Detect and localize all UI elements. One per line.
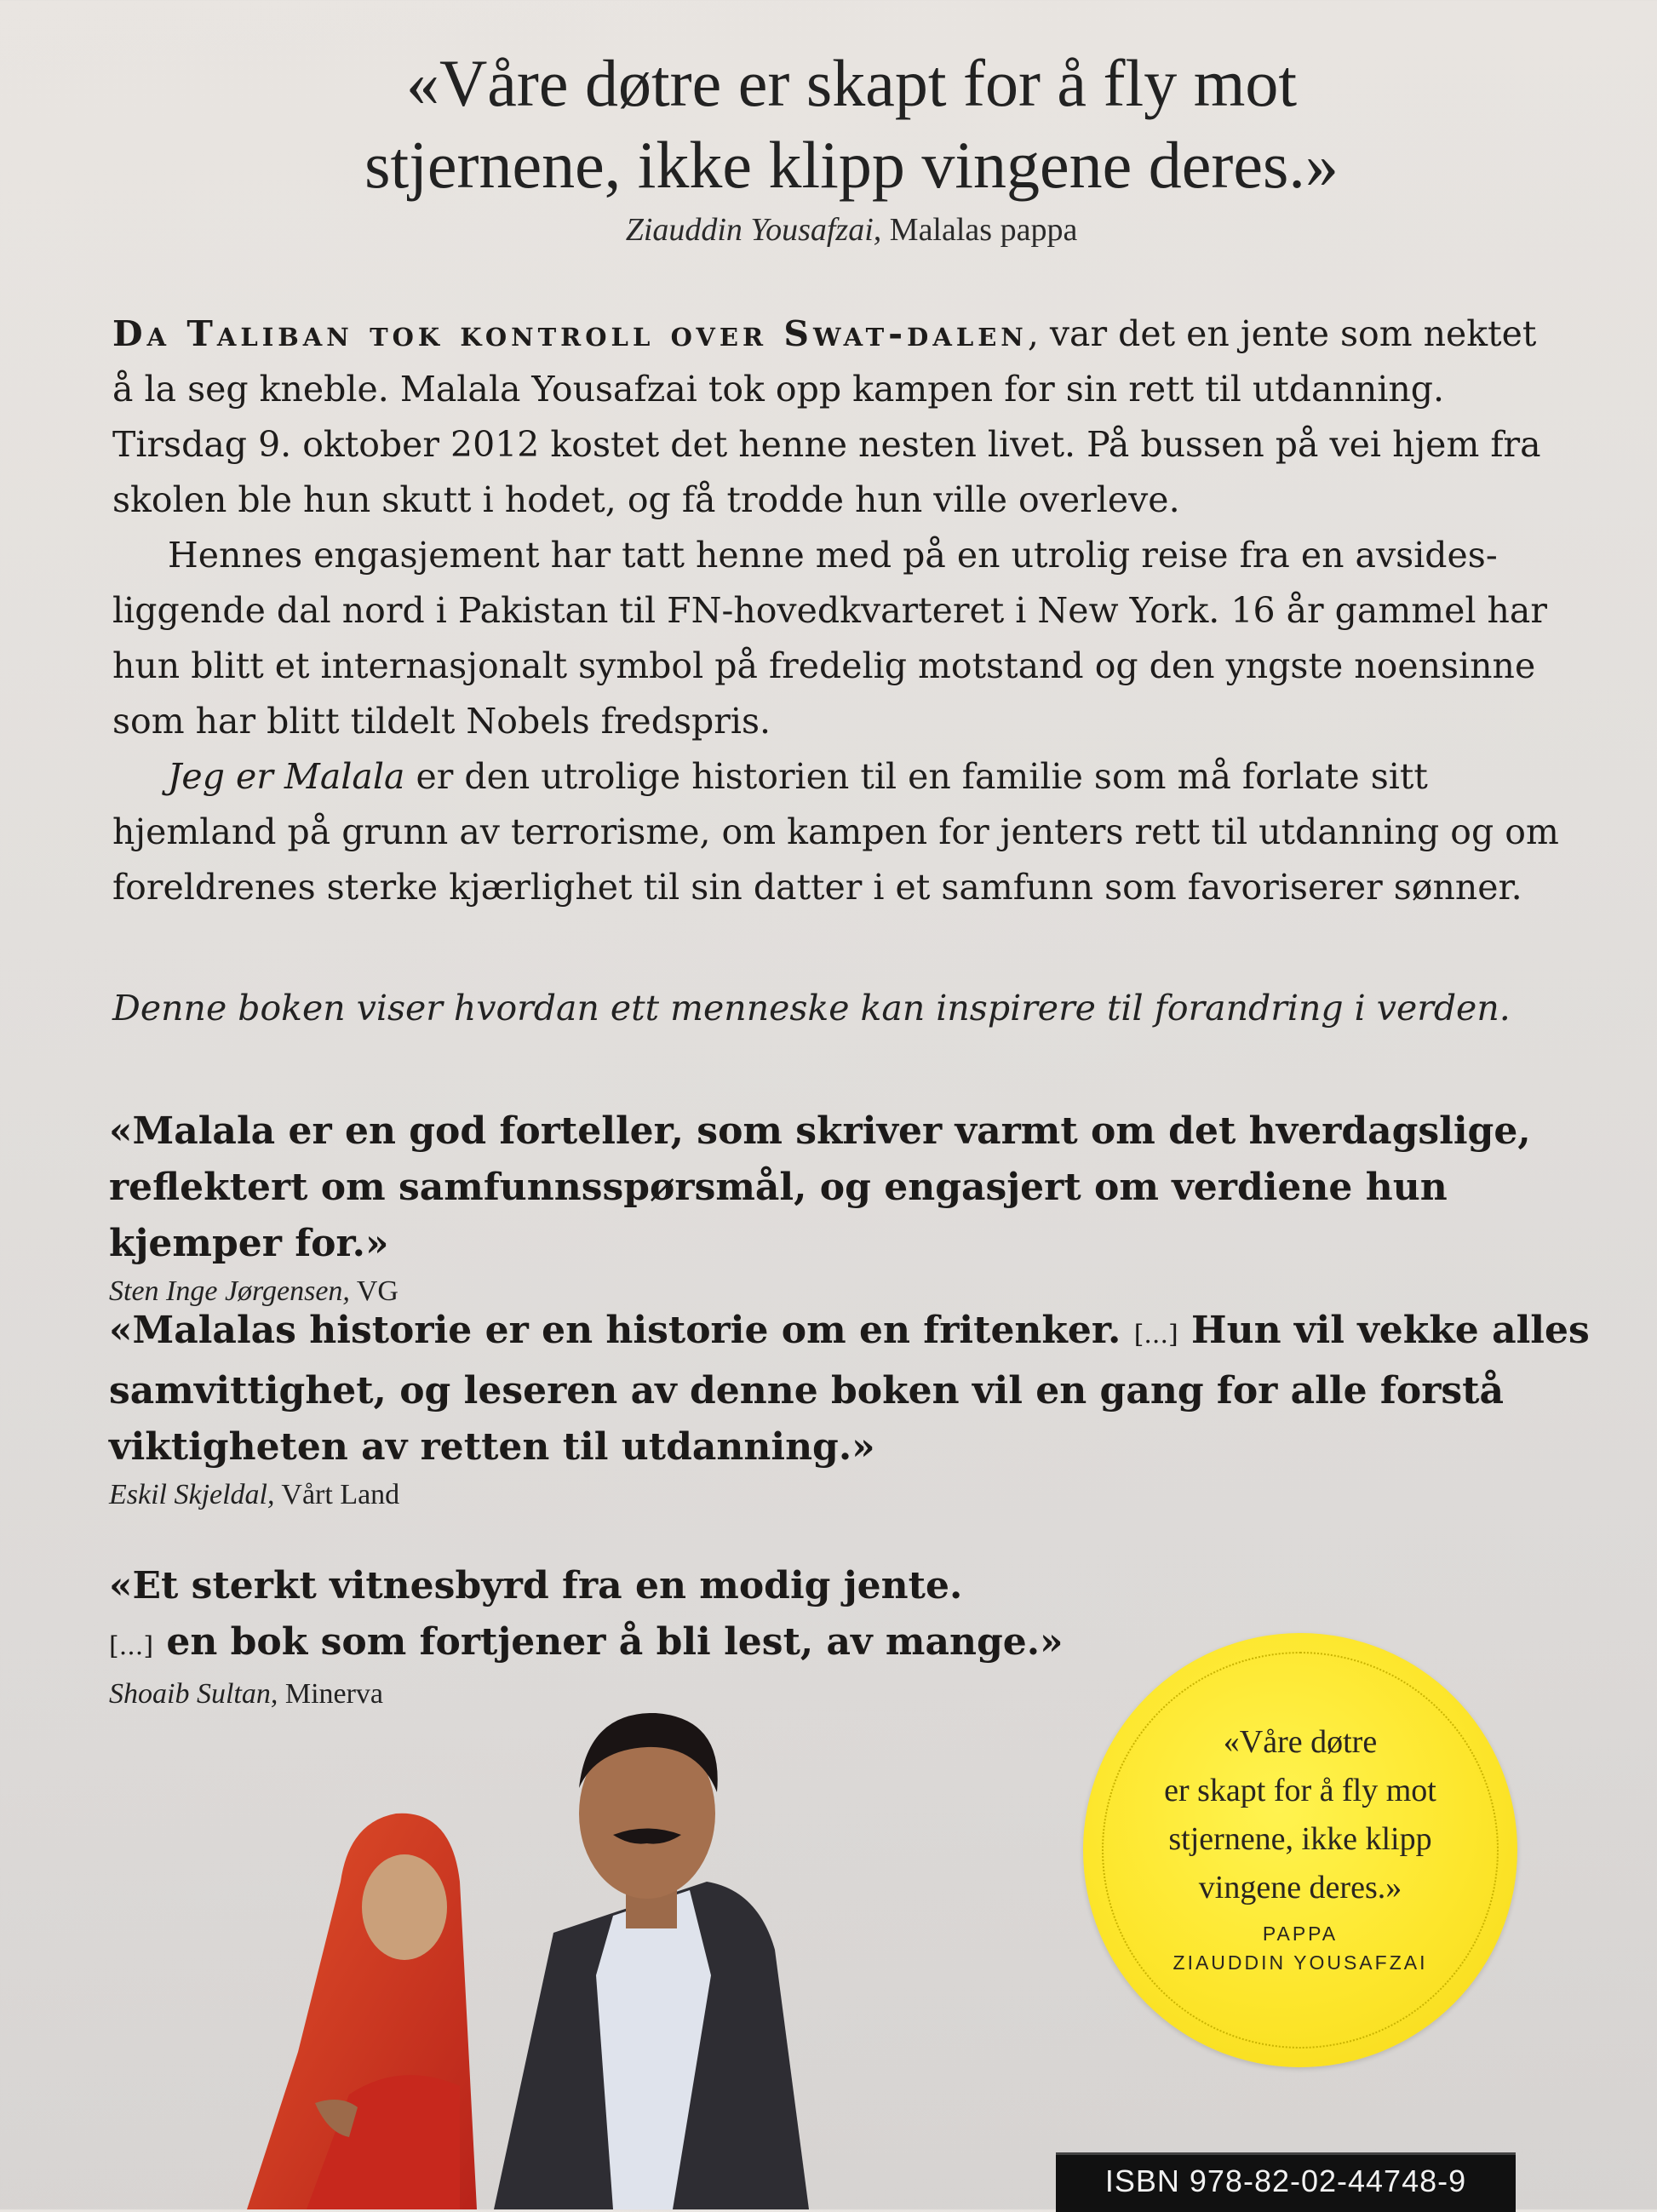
ellipsis: [...]: [1133, 1320, 1178, 1350]
blurb-p1-text: , var det en jente som nektet å la seg kneble. Malala Yousafzai tok opp kampen for sin rett til utdanning. Tirsdag 9. oktober 2012 kostet det henne nesten livet. På bussen på vei hjem fra skolen ble hun skutt i hodet, og få trodde hun ville overleve.: [112, 313, 1541, 520]
review-quote: [109, 1303, 1599, 1511]
review-text-part: en bok som fortjener å bli lest, av mange.»: [153, 1620, 1064, 1664]
review-text-part: «Malalas historie er en historie om en fritenker.: [109, 1309, 1134, 1352]
attribution-role: Malalas pappa: [881, 212, 1078, 248]
review-quote: [109, 1103, 1599, 1308]
review-source: [109, 1479, 1599, 1511]
review-outlet: Vårt Land: [274, 1479, 400, 1510]
header-quote-line-2: stjernene, ikke klipp vingene deres.»: [364, 128, 1339, 202]
sticker-line: vingene deres.»: [1198, 1870, 1402, 1905]
blurb-p3-text: er den utrolige historien til en familie som må forlate sitt hjemland på grunn av terrorisme, om kampen for jenters rett til utdanning og om foreldrenes sterke kjærlighet til sin datter i et samfunn som favoriserer sønner.: [112, 756, 1559, 908]
ellipsis: [...]: [109, 1631, 154, 1661]
header-quote: [128, 43, 1575, 206]
blurb-lead-in: Da Taliban tok kontroll over Swat-dalen: [112, 313, 1028, 354]
attribution-name: Ziauddin Yousafzai,: [625, 212, 882, 248]
quote-sticker: [1083, 1633, 1517, 2067]
reviewer-name: Eskil Skjeldal,: [109, 1479, 275, 1510]
sticker-line: «Våre døtre: [1223, 1724, 1378, 1760]
book-title: Jeg er Malala: [168, 756, 405, 797]
reviewer-name: Sten Inge Jørgensen,: [109, 1275, 350, 1307]
review-text: «Malala er en god forteller, som skriver varmt om det hverdagslige, reflektert om samfunnsspørsmål, og engasjert om verdiene hun kjemper for.»: [109, 1109, 1531, 1265]
author-photo: [247, 1694, 945, 2209]
sticker-attribution-line: PAPPA: [1262, 1923, 1339, 1945]
reviewer-name: Shoaib Sultan,: [109, 1678, 278, 1710]
sticker-line: er skapt for å fly mot: [1164, 1773, 1436, 1808]
blurb-paragraph-1: [112, 307, 1560, 528]
blurb-paragraph-2: Hennes engasjement har tatt henne med på en utrolig reise fra en avsides-liggende dal nord i Pakistan til FN-hovedkvarteret i New York. 16 år gammel har hun blitt et internasjonalt symbol på fredelig motstand og den yngste noensinne som har blitt tildelt Nobels fredspris.: [112, 535, 1547, 742]
review-outlet: VG: [349, 1275, 398, 1307]
sticker-attribution: [1117, 1919, 1483, 1977]
review-text-part: Hun vil vekke alles samvittighet, og leseren av denne boken vil en gang for alle forstå viktigheten av retten til utdanning.»: [109, 1309, 1590, 1469]
isbn-barcode-label: [1056, 2152, 1516, 2212]
header-quote-attribution: [128, 211, 1575, 249]
sticker-quote: [1117, 1718, 1483, 1912]
blurb-paragraph-3: [112, 749, 1560, 915]
girl-face: [362, 1854, 447, 1960]
tagline: Denne boken viser hvordan ett menneske kan inspirere til forandring i verden.: [112, 988, 1511, 1029]
header-quote-line-1: «Våre døtre er skapt for å fly mot: [405, 46, 1298, 120]
sticker-attribution-line: ZIAUDDIN YOUSAFZAI: [1173, 1951, 1428, 1974]
review-text-part: «Et sterkt vitnesbyrd fra en modig jente.: [109, 1564, 963, 1607]
review-outlet: Minerva: [278, 1678, 384, 1710]
sticker-line: stjernene, ikke klipp: [1168, 1821, 1432, 1857]
review-text: [109, 1303, 1599, 1476]
book-blurb: [112, 307, 1560, 915]
isbn-text: ISBN 978-82-02-44748-9: [1104, 2163, 1467, 2198]
